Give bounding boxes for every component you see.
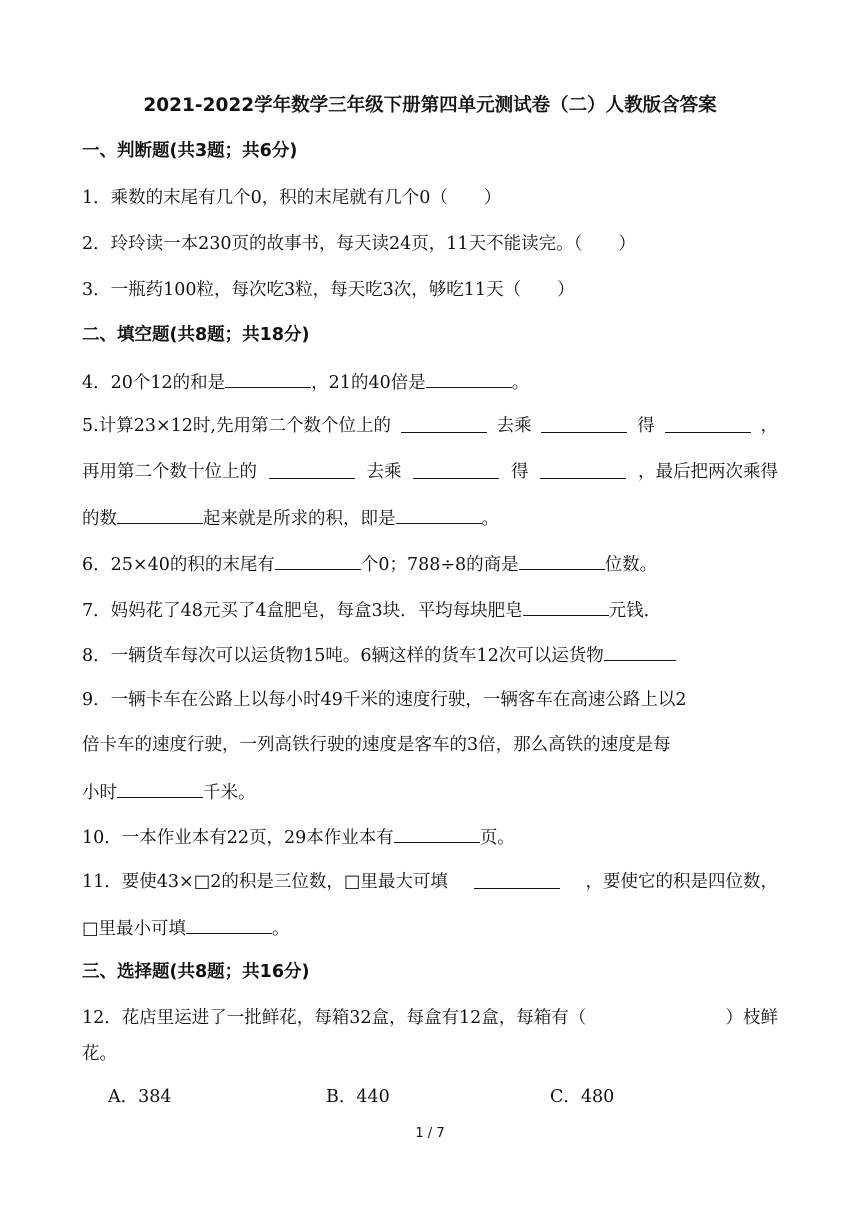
question-10-text-a: 10．一本作业本有22页，29本作业本有 — [82, 828, 394, 848]
question-4 — [82, 370, 529, 394]
question-5-text: 的数 — [82, 509, 117, 529]
question-11-line-2 — [82, 916, 290, 940]
question-9-line-3 — [82, 780, 256, 804]
question-3 — [82, 279, 575, 301]
question-5-line-1 — [82, 415, 778, 437]
question-6-text-c: 位数。 — [604, 555, 658, 575]
question-5-text: 再用第二个数十位上的 — [82, 462, 257, 482]
question-12-line-2: 花。 — [82, 1044, 117, 1064]
fill-blank[interactable] — [401, 415, 487, 433]
question-12-text-b: ）枝鲜 — [725, 1008, 778, 1028]
question-4-text-c: 。 — [511, 373, 530, 393]
question-5-text: 得 — [637, 416, 655, 436]
question-12-text-a: 12．花店里运进了一批鲜花，每箱32盒，每盒有12盒，每箱有（ — [82, 1008, 587, 1028]
question-8 — [82, 643, 676, 667]
fill-blank[interactable] — [117, 506, 203, 524]
question-1-close: ） — [483, 188, 502, 208]
question-5-text: 去乘 — [496, 416, 532, 436]
question-5-text: 得 — [511, 462, 529, 482]
question-7-text-b: 元钱． — [608, 601, 662, 621]
question-2-text: 2．玲玲读一本230页的故事书，每天读24页，11天不能读完。（ — [82, 234, 583, 254]
section-heading-2: 二、填空题(共8题；共18分) — [82, 325, 310, 345]
fill-blank[interactable] — [394, 825, 480, 843]
question-5-line-3 — [82, 506, 499, 530]
fill-blank[interactable] — [665, 415, 751, 433]
fill-blank[interactable] — [117, 780, 203, 798]
question-4-text-b: ，21的40倍是 — [311, 373, 426, 393]
question-2-close: ） — [618, 234, 636, 254]
question-9-text-b: 千米。 — [203, 783, 256, 803]
question-11-text-c: □里最小可填 — [82, 919, 187, 939]
section-heading-1: 一、判断题(共3题；共6分) — [82, 141, 298, 161]
page-number: 1 / 7 — [415, 1126, 445, 1141]
fill-blank[interactable] — [413, 461, 499, 479]
question-5-text: 去乘 — [366, 462, 402, 482]
question-11-line-1 — [82, 871, 778, 893]
question-3-close: ） — [557, 280, 575, 300]
page-title: 2021-2022学年数学三年级下册第四单元测试卷（二）人教版含答案 — [143, 95, 717, 116]
fill-blank[interactable] — [269, 461, 355, 479]
section-heading-3: 三、选择题(共8题；共16分) — [82, 962, 310, 982]
fill-blank[interactable] — [396, 506, 482, 524]
question-12-line-1 — [82, 1007, 778, 1029]
question-1-text: 1．乘数的末尾有几个0，积的末尾就有几个0（ — [82, 188, 448, 208]
question-11-text-b: ，要使它的积是四位数， — [585, 872, 778, 892]
question-6-text-a: 6．25×40的积的末尾有 — [82, 555, 275, 575]
question-5-text: 5.计算23×12时,先用第二个数个位上的 — [82, 416, 391, 436]
question-10-text-b: 页。 — [479, 828, 515, 848]
question-1 — [82, 187, 501, 209]
question-9-line-1: 9．一辆卡车在公路上以每小时49千米的速度行驶，一辆客车在高速公路上以2 — [82, 690, 687, 710]
fill-blank[interactable] — [540, 461, 626, 479]
fill-blank[interactable] — [519, 552, 605, 570]
question-7 — [82, 598, 661, 622]
fill-blank[interactable] — [275, 552, 361, 570]
option-c[interactable]: C．480 — [550, 1087, 615, 1107]
question-6 — [82, 552, 657, 576]
fill-blank[interactable] — [541, 415, 627, 433]
fill-blank[interactable] — [186, 916, 272, 934]
question-6-text-b: 个0；788÷8的商是 — [360, 555, 519, 575]
question-7-text-a: 7．妈妈花了48元买了4盒肥皂，每盒3块．平均每块肥皂 — [82, 601, 523, 621]
question-2 — [82, 233, 636, 255]
question-11-text-d: 。 — [272, 919, 290, 939]
question-10 — [82, 825, 515, 849]
question-9-line-2: 倍卡车的速度行驶，一列高铁行驶的速度是客车的3倍，那么高铁的速度是每 — [82, 735, 671, 755]
option-a[interactable]: A．384 — [108, 1087, 172, 1107]
question-3-text: 3．一瓶药100粒，每次吃3粒，每天吃3次，够吃11天（ — [82, 280, 522, 300]
fill-blank[interactable] — [604, 643, 676, 661]
question-5-text: ， — [760, 416, 778, 436]
fill-blank[interactable] — [474, 871, 560, 889]
question-11-text-a: 11．要使43×□2的积是三位数，□里最大可填 — [82, 872, 448, 892]
question-8-text: 8．一辆货车每次可以运货物15吨。6辆这样的货车12次可以运货物 — [82, 646, 604, 666]
fill-blank[interactable] — [426, 370, 512, 388]
question-5-text: ，最后把两次乘得 — [638, 462, 778, 482]
answer-paren-12[interactable] — [638, 1007, 674, 1029]
question-5-text: 起来就是所求的积，即是 — [203, 509, 396, 529]
question-5-text: 。 — [481, 509, 499, 529]
question-5-line-2 — [82, 461, 778, 483]
fill-blank[interactable] — [523, 598, 609, 616]
question-9-text-a: 小时 — [82, 783, 117, 803]
fill-blank[interactable] — [225, 370, 311, 388]
question-4-text-a: 4．20个12的和是 — [82, 373, 226, 393]
option-b[interactable]: B．440 — [326, 1087, 390, 1107]
